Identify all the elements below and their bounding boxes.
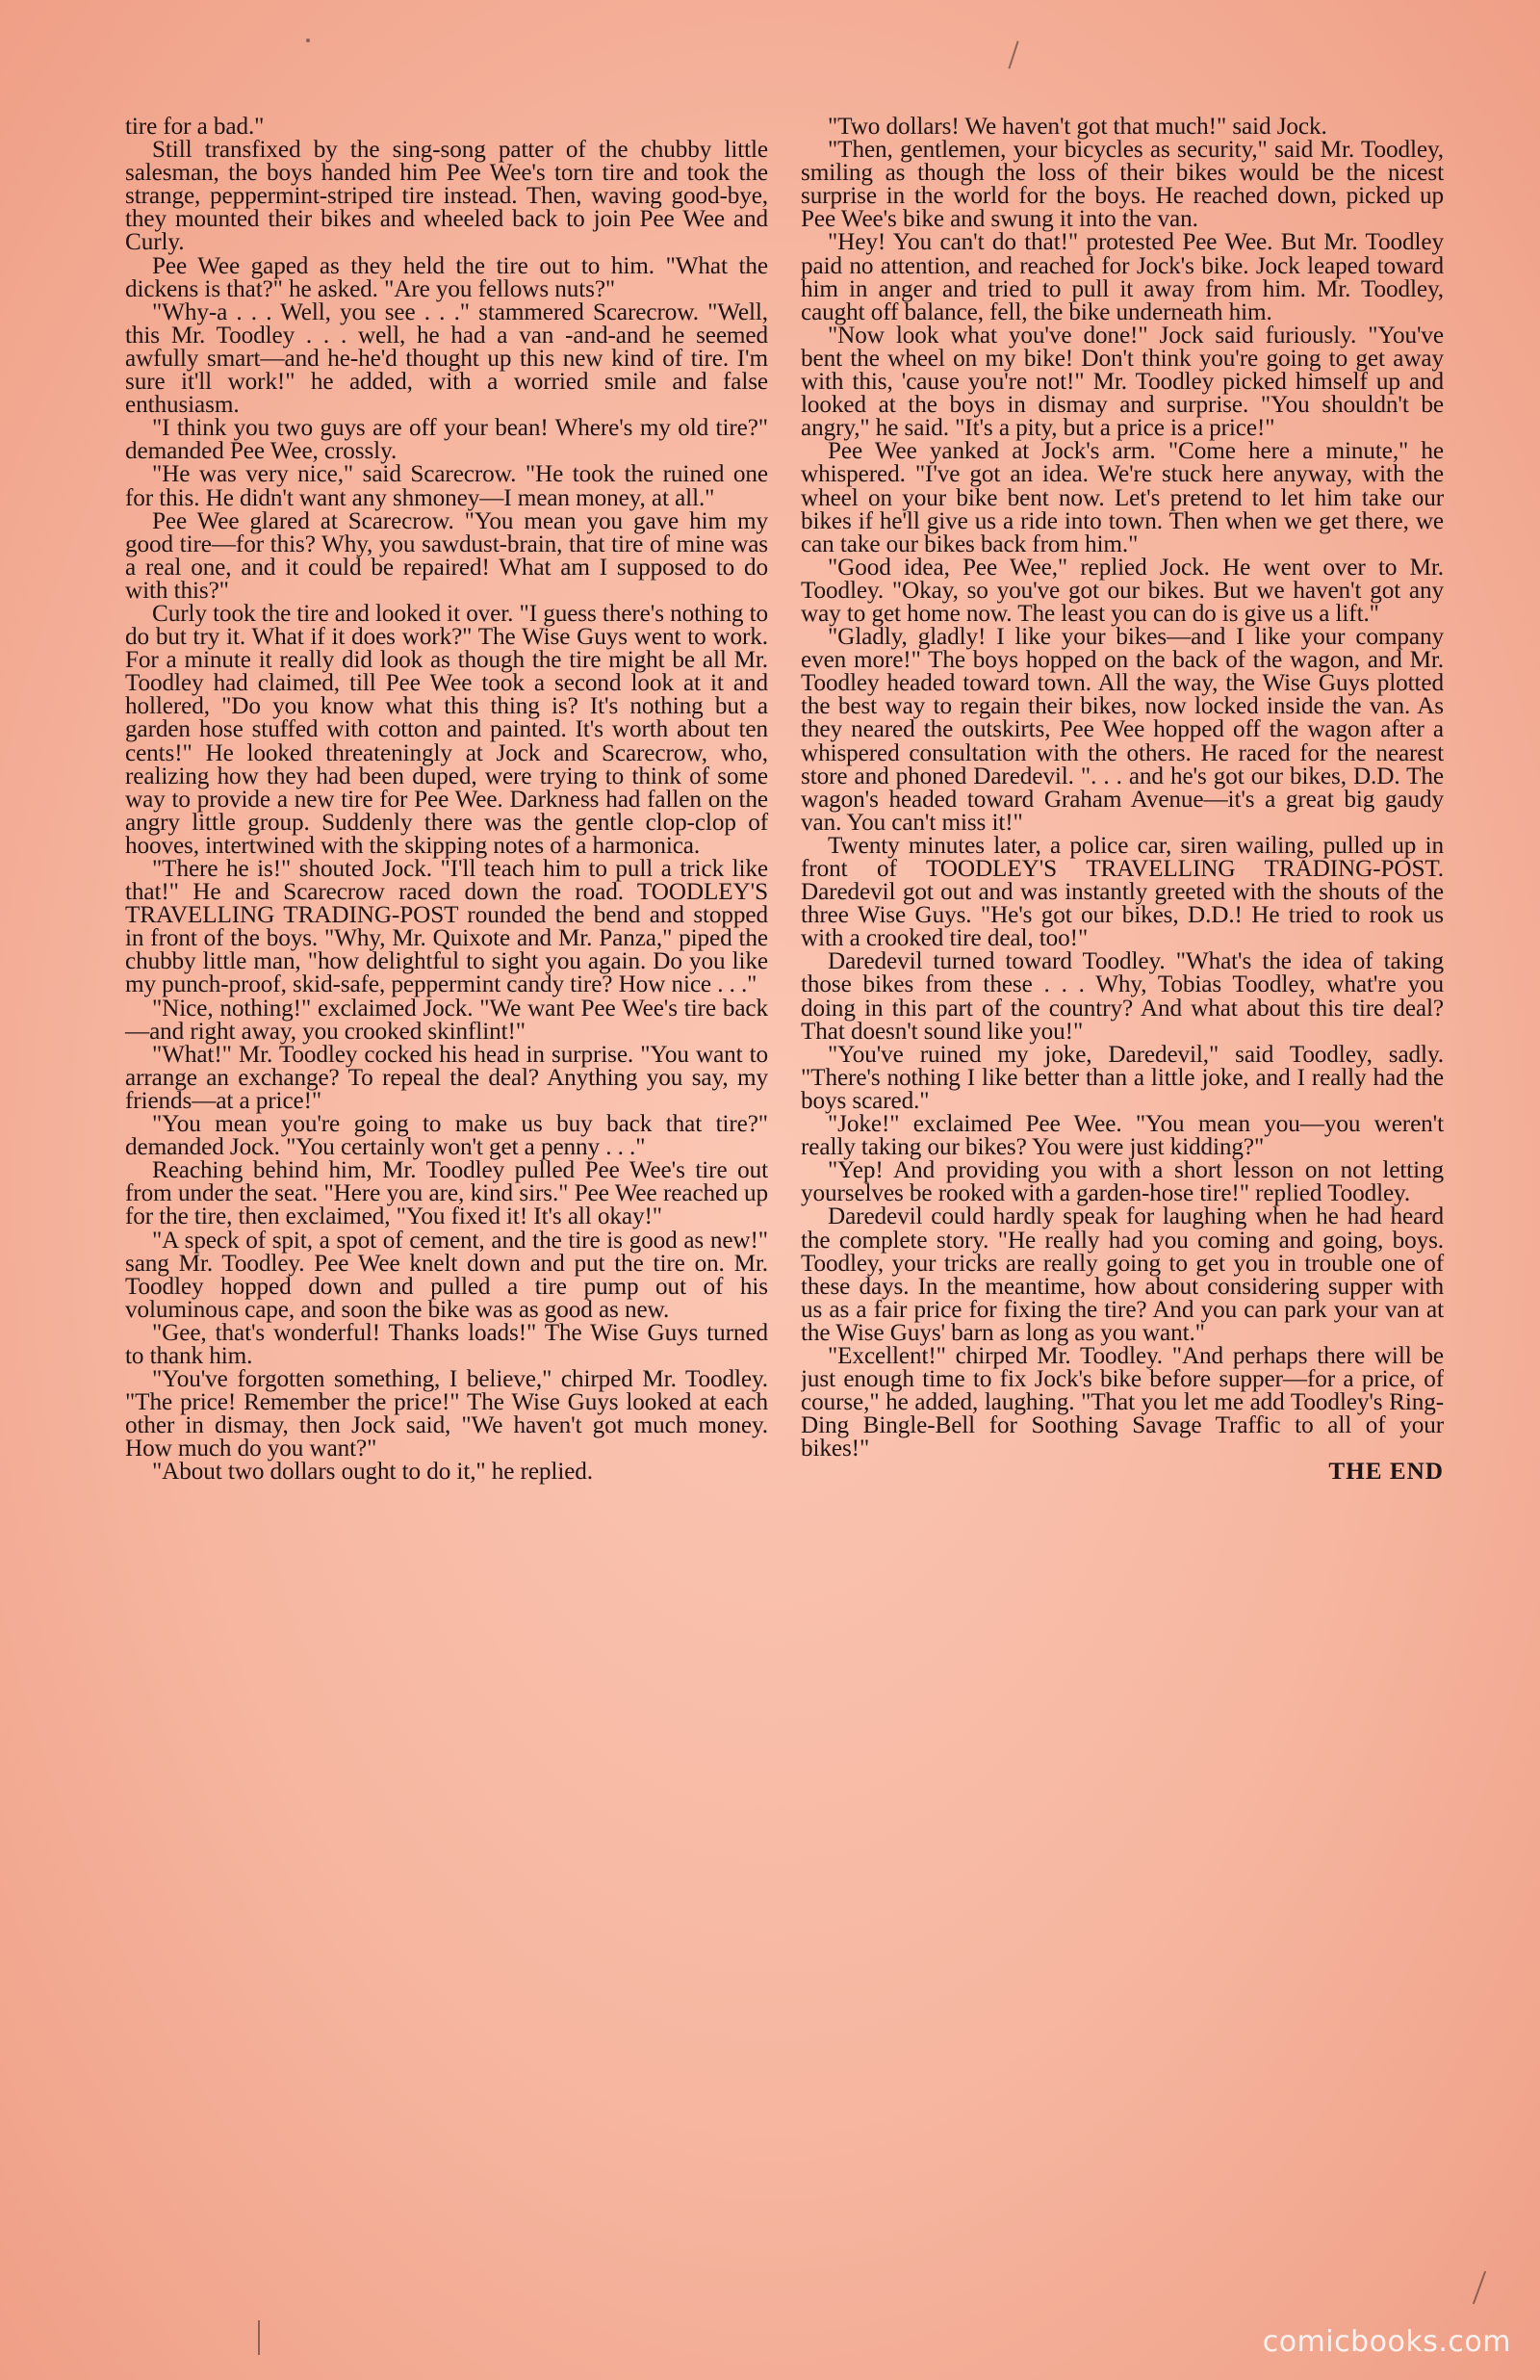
print-scratch [1473,2271,1486,2305]
paragraph: "He was very nice," said Scarecrow. "He took the ruined one for this. He didn't want any shmoney—I mean money, at all." [125,461,768,511]
paragraph: Pee Wee glared at Scarecrow. "You mean you gave him my good tire—for this? Why, you sawdust-brain, that tire of mine was a real one, and it could be repaired! What am I supposed to do with this?" [125,507,768,604]
paragraph: Curly took the tire and looked it over. "I guess there's nothing to do but try it. What if it does work?" The Wise Guys went to work. For a minute it really did look as though the tire might be all Mr. Toodley had claimed, till Pee Wee took a second look at it and hollered, "Do you know what this thing is? It's nothing but a garden hose stuffed with cotton and painted. It's worth about ten cents!" He looked threateningly at Jock and Scarecrow, who, realizing how they had been duped, were trying to think of some way to provide a new tire for Pee Wee. Darkness had fallen on the angry little group. Suddenly there was the gentle clop-clop of hooves, intertwined with the skipping notes of a harmonica. [125,600,768,859]
paragraph: "Hey! You can't do that!" protested Pee Wee. But Mr. Toodley paid no attention, and reached for Jock's bike. Jock leaped toward him in anger and tried to pull it away from him. Mr. Toodley, caught off balance, fell, the bike underneath him. [801,229,1444,325]
paragraph: "You've ruined my joke, Daredevil," said Toodley, sadly. "There's nothing I like better than a little joke, and I really had the boys scared." [801,1041,1444,1114]
print-speck [306,39,310,42]
paragraph: "Now look what you've done!" Jock said furiously. "You've bent the wheel on my bike! Don't think you're going to get away with this, 'cause you're not!" Mr. Toodley picked himself up and looked at the boys in dismay and surprise. "You shouldn't be angry," he said. "It's a pity, but a price is a price!" [801,322,1444,442]
paragraph: "Two dollars! We haven't got that much!" said Jock. [828,114,1327,140]
final-paragraph-block [801,1345,1444,1485]
paragraph: Twenty minutes later, a police car, siren wailing, pulled up in front of TOODLEY'S TRAVELLING TRADING-POST. Daredevil got out and was instantly greeted with the shouts of the three Wise Guys. "He's got our bikes, D.D.! He tried to rook us with a crooked tire deal, too!" [801,832,1444,952]
right-text-column [801,116,1444,1485]
left-text-column [125,116,768,1485]
paragraph: "Gee, that's wonderful! Thanks loads!" The Wise Guys turned to thank him. [125,1319,768,1369]
paragraph: Pee Wee gaped as they held the tire out to him. "What the dickens is that?" he asked. "Are you fellows nuts?" [125,252,768,302]
paragraph: Daredevil turned toward Toodley. "What's the idea of taking those bikes from these . . . Why, Tobias Toodley, what're you doing in this part of the country? And what about this tire deal? That doesn't sound like you!" [801,948,1444,1045]
paragraph: Daredevil could hardly speak for laughing when he had heard the complete story. "He really had you coming and going, boys. Toodley, your tricks are really going to get you in trouble one of these days. In the meantime, how about considering supper with us as a fair price for fixing the tire? And you can park your van at the Wise Guys' barn as long as you want." [801,1203,1444,1346]
print-scratch [258,2320,260,2355]
paragraph: "What!" Mr. Toodley cocked his head in surprise. "You want to arrange an exchange? To repeal the deal? Anything you say, my friends—at a price!" [125,1041,768,1114]
watermark-text: comicbooks.com [1262,2325,1511,2359]
paragraph: "Good idea, Pee Wee," replied Jock. He went over to Mr. Toodley. "Okay, so you've got our bikes. But we haven't got any way to get home now. The least you can do is give us a lift." [801,554,1444,627]
paragraph: "Joke!" exclaimed Pee Wee. "You mean you—you weren't really taking our bikes? You were just kidding?" [801,1111,1444,1161]
paragraph: "You've forgotten something, I believe," chirped Mr. Toodley. "The price! Remember the price!" The Wise Guys looked at each other in dismay, then Jock said, "We haven't got much money. How much do you want?" [125,1366,768,1462]
paragraph: "I think you two guys are off your bean! Where's my old tire?" demanded Pee Wee, crossly. [125,415,768,465]
paragraph: Reaching behind him, Mr. Toodley pulled Pee Wee's tire out from under the seat. "Here you are, kind sirs." Pee Wee reached up for the tire, then exclaimed, "You fixed it! It's all okay!" [125,1157,768,1230]
paragraph: "Nice, nothing!" exclaimed Jock. "We want Pee Wee's tire back—and right away, you crooked skinflint!" [125,995,768,1045]
paragraph: Still transfixed by the sing-song patter of the chubby little salesman, the boys handed him Pee Wee's torn tire and took the strange, peppermint-striped tire instead. Then, waving good-bye, they mounted their bikes and wheeled back to join Pee Wee and Curly. [125,137,768,256]
paragraph: Pee Wee yanked at Jock's arm. "Come here a minute," he whispered. "I've got an idea. We're stuck here anyway, with the wheel on your bike bent now. Let's pretend to let him take our bikes if he'll give us a ride into town. Then when we get there, we can take our bikes back from him." [801,438,1444,557]
paragraph: "Gladly, gladly! I like your bikes—and I like your company even more!" The boys hopped on the back of the wagon, and Mr. Toodley headed toward town. All the way, the Wise Guys plotted the best way to regain their bikes, now locked inside the van. As they neared the outskirts, Pee Wee hopped off the wagon after a whispered consultation with the others. He raced for the nearest store and phoned Daredevil. ". . . and he's got our bikes, D.D. The wagon's headed toward Graham Avenue—it's a great big gaudy van. You can't miss it!" [801,624,1444,836]
the-end-label: THE END [1328,1459,1444,1485]
paragraph: "Excellent!" chirped Mr. Toodley. "And perhaps there will be just enough time to fix Jock's bike before supper—for a price, of course," he added, laughing. "That you let me add Toodley's Ring-Ding Bingle-Bell for Soothing Savage Traffic to all of your bikes!" [801,1344,1444,1462]
paragraph: "About two dollars ought to do it," he replied. [152,1459,593,1486]
paragraph: "You mean you're going to make us buy back that tire?" demanded Jock. "You certainly won't get a penny . . ." [125,1111,768,1161]
paragraph: "Yep! And providing you with a short lesson on not letting yourselves be rooked with a garden-hose tire!" replied Toodley. [801,1157,1444,1207]
paragraph: "A speck of spit, a spot of cement, and the tire is good as new!" sang Mr. Toodley. Pee Wee knelt down and put the tire on. Mr. Toodley hopped down and pulled a tire pump out of his voluminous cape, and soon the bike was as good as new. [125,1227,768,1323]
paragraph: tire for a bad." [125,114,265,140]
print-scratch [1008,40,1018,68]
paragraph: "Why-a . . . Well, you see . . ." stammered Scarecrow. "Well, this Mr. Toodley . . . well, he had a van -and-and he seemed awfully smart—and he-he'd thought up this new kind of tire. I'm sure it'll work!" he added, with a worried smile and false enthusiasm. [125,298,768,419]
paragraph: "There he is!" shouted Jock. "I'll teach him to pull a trick like that!" He and Scarecrow raced down the road. TOODLEY'S TRAVELLING TRADING-POST rounded the bend and stopped in front of the boys. "Why, Mr. Quixote and Mr. Panza," piped the chubby little man, "how delightful to sight you again. Do you like my punch-proof, skid-safe, peppermint candy tire? How nice . . ." [125,856,768,998]
paragraph: "Then, gentlemen, your bicycles as security," said Mr. Toodley, smiling as though the loss of their bikes would be the nicest surprise in the world for the boys. He reached down, picked up Pee Wee's bike and swung it into the van. [801,137,1444,233]
